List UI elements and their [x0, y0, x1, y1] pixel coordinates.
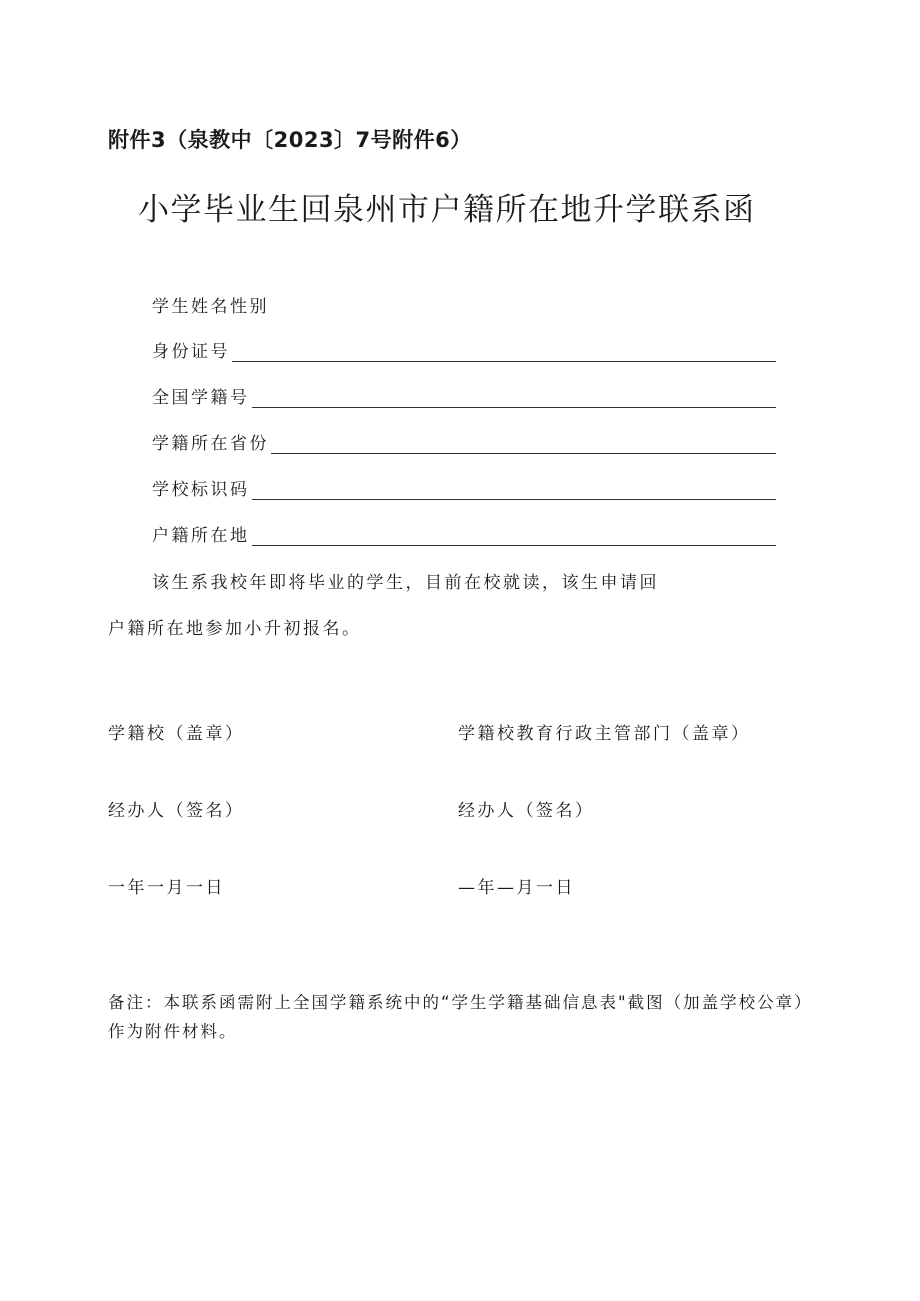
- household-location-label: 户籍所在地: [152, 526, 250, 546]
- school-code-line[interactable]: [252, 481, 777, 500]
- school-date: 一年一月一日: [108, 878, 225, 898]
- authority-seal-label: 学籍校教育行政主管部门（盖章）: [458, 724, 751, 744]
- enrollment-province-label: 学籍所在省份: [152, 434, 269, 454]
- national-student-id-label: 全国学籍号: [152, 388, 250, 408]
- household-location-field[interactable]: [152, 520, 776, 546]
- enrollment-province-field[interactable]: [152, 428, 776, 454]
- national-student-id-line[interactable]: [252, 389, 777, 408]
- authority-handler-signature: 经办人（签名）: [458, 801, 595, 821]
- id-number-label: 身份证号: [152, 342, 230, 362]
- household-location-line[interactable]: [252, 527, 777, 546]
- enrollment-province-line[interactable]: [271, 435, 776, 454]
- school-code-label: 学校标识码: [152, 480, 250, 500]
- attachment-reference: 附件3（泉教中〔2023〕7号附件6）: [108, 128, 472, 152]
- school-code-field[interactable]: [152, 474, 776, 500]
- id-number-field[interactable]: [152, 336, 776, 362]
- student-name-gender-label: 学生姓名性别: [152, 297, 269, 317]
- school-handler-signature: 经办人（签名）: [108, 801, 245, 821]
- page-title: 小学毕业生回泉州市户籍所在地升学联系函: [138, 192, 756, 228]
- id-number-line[interactable]: [232, 343, 776, 362]
- footnote: 备注：本联系函需附上全国学籍系统中的“学生学籍基础信息表"截图（加盖学校公章）作为附件材料。: [108, 993, 805, 1041]
- authority-date: —年—月一日: [458, 878, 575, 898]
- national-student-id-field[interactable]: [152, 382, 776, 408]
- statement-line-1: 该生系我校年即将毕业的学生，目前在校就读，该生申请回: [152, 573, 659, 593]
- statement-line-2: 户籍所在地参加小升初报名。: [108, 619, 362, 639]
- school-seal-label: 学籍校（盖章）: [108, 724, 245, 744]
